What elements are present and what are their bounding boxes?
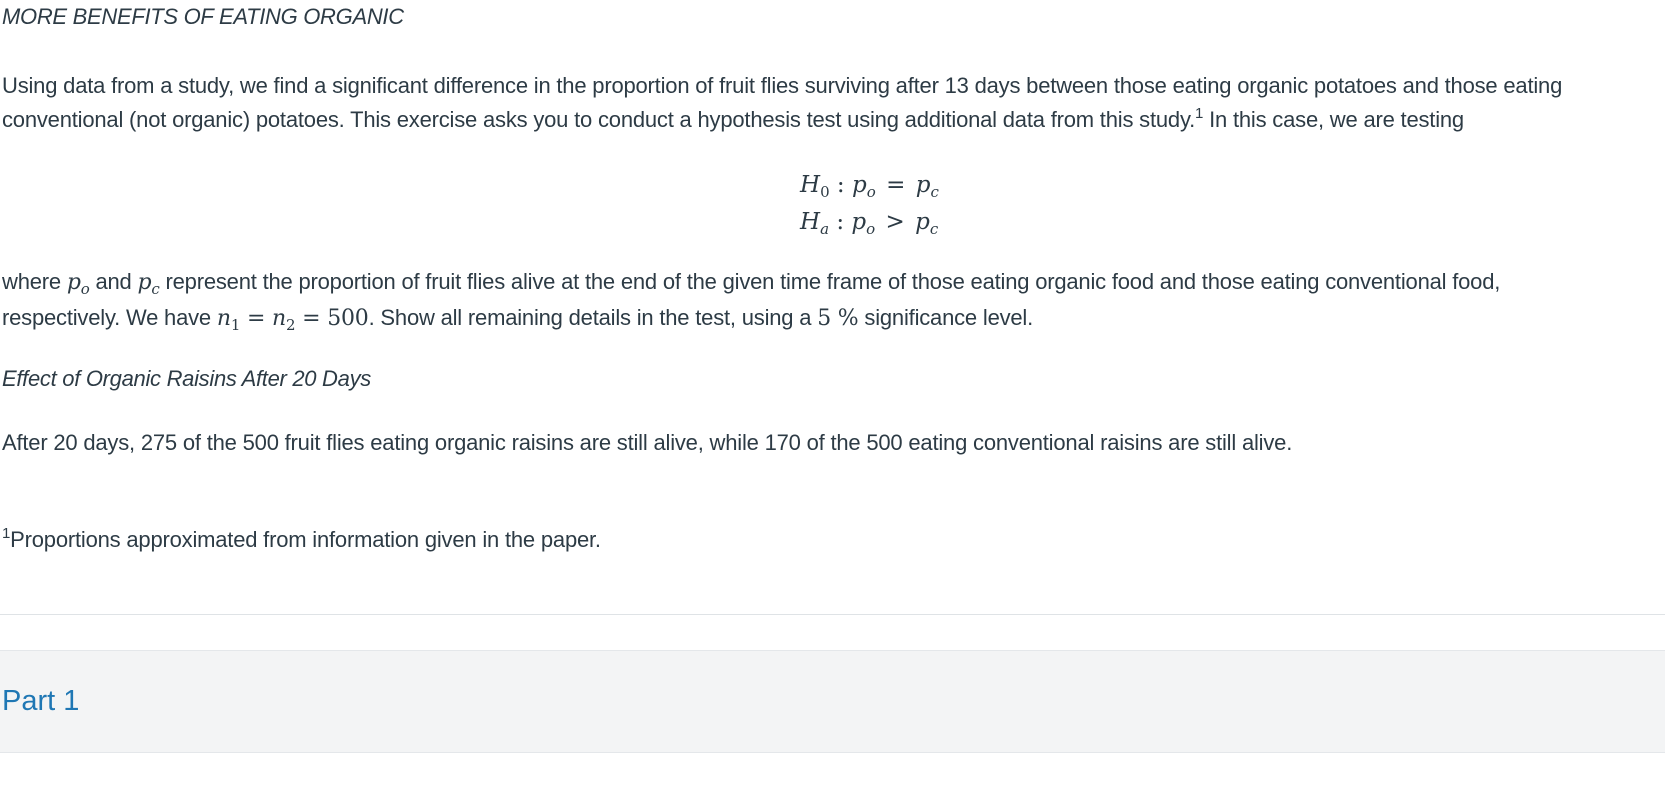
hypothesis-subscript: a — [820, 220, 830, 238]
significance-level: 5 % — [817, 306, 859, 331]
where-text: . Show all remaining details in the test, using a — [368, 305, 818, 330]
p-subscript: o — [80, 280, 90, 298]
n-letter: n — [272, 306, 287, 331]
alternative-hypothesis — [800, 205, 939, 242]
sample-size-equation — [216, 306, 369, 334]
where-text: where — [2, 269, 67, 294]
proportion-symbol: p — [915, 172, 931, 198]
result-text: After 20 days, 275 of the 500 fruit flies eating organic raisins are still alive, while 170 of the 500 eating conventional raisins are still alive. — [2, 430, 1293, 455]
equals-sign: = — [295, 306, 328, 331]
p-organic-symbol — [66, 270, 90, 298]
proportion-subscript: o — [866, 220, 876, 238]
intro-text-end: In this case, we are testing — [1203, 107, 1464, 132]
intro-line-2 — [2, 103, 1562, 137]
where-line-1 — [2, 265, 1500, 301]
part-header[interactable] — [0, 650, 1665, 753]
hypotheses-block — [800, 168, 939, 242]
null-hypothesis — [800, 168, 939, 205]
p-letter: p — [66, 270, 81, 295]
where-line-2 — [2, 301, 1500, 337]
hypothesis-colon: : — [829, 172, 852, 198]
part-title[interactable]: Part 1 — [2, 685, 80, 717]
intro-paragraph — [2, 69, 1562, 137]
where-text: respectively. We have — [2, 305, 217, 330]
n-letter: n — [216, 306, 231, 331]
proportion-subscript: o — [866, 183, 876, 201]
sample-size-value: 500 — [327, 306, 369, 331]
equals-sign: = — [240, 306, 273, 331]
p-letter: p — [137, 270, 152, 295]
section-subheading: Effect of Organic Raisins After 20 Days — [2, 366, 371, 391]
where-text: and — [89, 269, 138, 294]
proportion-symbol: p — [851, 172, 867, 198]
relation-sign: > — [885, 209, 905, 235]
section-divider — [0, 614, 1665, 615]
proportion-subscript: c — [930, 183, 939, 201]
footnote-text: Proportions approximated from information given in the paper. — [10, 527, 601, 552]
p-conventional-symbol — [137, 270, 160, 298]
n-subscript: 1 — [230, 316, 241, 334]
n-subscript: 2 — [286, 316, 296, 334]
clipped-content — [22, 778, 402, 787]
where-text: significance level. — [858, 305, 1034, 330]
proportion-symbol: p — [851, 209, 867, 235]
relation-sign: = — [886, 172, 906, 198]
where-paragraph — [2, 265, 1500, 337]
footnote — [2, 527, 601, 553]
footnote-mark: 1 — [2, 525, 11, 542]
intro-text: conventional (not organic) potatoes. This exercise asks you to conduct a hypothesis test using additional data from this study. — [2, 107, 1196, 132]
hypothesis-subscript: 0 — [820, 183, 830, 201]
p-subscript: c — [151, 280, 160, 298]
hypothesis-symbol: H — [800, 172, 821, 198]
hypothesis-colon: : — [829, 209, 852, 235]
proportion-symbol: p — [915, 209, 930, 235]
proportion-subscript: c — [929, 220, 939, 238]
question-heading: MORE BENEFITS OF EATING ORGANIC — [2, 4, 404, 29]
footnote-reference: 1 — [1195, 105, 1204, 122]
intro-line-1: Using data from a study, we find a significant difference in the proportion of fruit flies surviving after 13 days between those eating organic potatoes and those eating — [2, 73, 1563, 98]
hypothesis-symbol: H — [800, 209, 821, 235]
where-text: represent the proportion of fruit flies alive at the end of the given time frame of those eating organic food and those eating conventional food, — [159, 269, 1501, 294]
